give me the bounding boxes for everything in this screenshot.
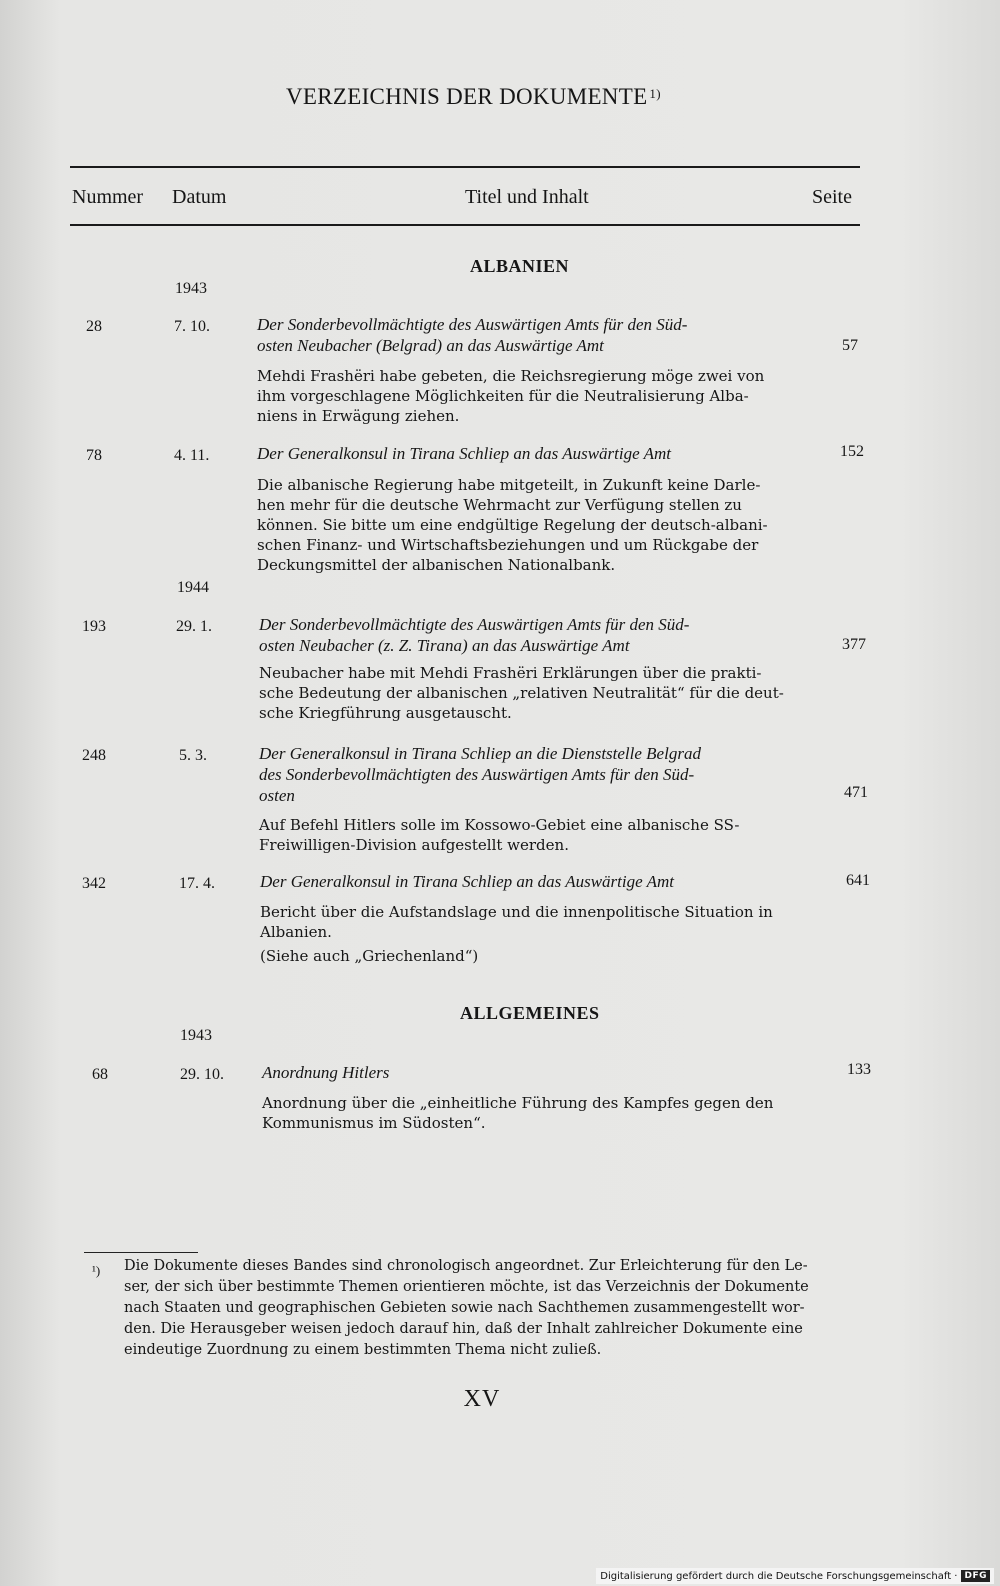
header-bottom-rule — [70, 224, 860, 226]
year-label: 1943 — [175, 280, 207, 297]
year-label: 1943 — [180, 1027, 212, 1044]
footnote-line: den. Die Herausgeber weisen jedoch darauf hin, daß der Inhalt zahlreicher Dokumente eine — [124, 1321, 803, 1337]
entry-title-line: osten Neubacher (z. Z. Tirana) an das Auswärtige Amt — [259, 636, 630, 655]
entry-summary-line: Die albanische Regierung habe mitgeteilt, in Zukunft keine Darle- — [257, 476, 761, 494]
header-title: Titel und Inhalt — [465, 186, 589, 208]
footnote-rule — [84, 1252, 198, 1253]
footnote-line: eindeutige Zuordnung zu einem bestimmten Thema nicht zuließ. — [124, 1342, 602, 1358]
entry-summary-line: Neubacher habe mit Mehdi Frashëri Erklärungen über die prakti- — [259, 664, 762, 682]
entry-page: 641 — [846, 872, 870, 889]
entry-title-line: Der Sonderbevollmächtigte des Auswärtigen Amts für den Süd- — [259, 615, 690, 634]
header-date: Datum — [172, 186, 227, 208]
entry-summary-line: ihm vorgeschlagene Möglichkeiten für die Neutralisierung Alba- — [257, 387, 749, 405]
entry-page: 133 — [847, 1061, 871, 1078]
entry-title-line: Der Sonderbevollmächtigte des Auswärtigen Amts für den Süd- — [257, 315, 688, 334]
entry-summary-line: niens in Erwägung ziehen. — [257, 407, 460, 425]
cross-reference: (Siehe auch „Griechenland“) — [260, 947, 479, 965]
entry-summary — [260, 902, 812, 966]
entry-summary-line: können. Sie bitte um eine endgültige Regelung der deutsch-albani- — [257, 516, 768, 534]
entry-title — [260, 871, 808, 892]
digitization-credit — [596, 1568, 994, 1584]
entry-summary-line: Albanien. — [260, 923, 332, 941]
entry-number: 78 — [86, 447, 102, 464]
entry-date: 29. 10. — [180, 1066, 224, 1083]
entry-page: 377 — [842, 636, 866, 653]
entry-title — [262, 1062, 810, 1083]
entry-number: 68 — [92, 1066, 108, 1083]
entry-summary-line: Anordnung über die „einheitliche Führung des Kampfes gegen den — [262, 1094, 774, 1112]
entry-title-line: Der Generalkonsul in Tirana Schliep an das Auswärtige Amt — [257, 444, 671, 463]
entry-title-line: Anordnung Hitlers — [262, 1063, 390, 1082]
entry-summary — [262, 1093, 812, 1133]
entry-number: 28 — [86, 318, 102, 335]
entry-date: 7. 10. — [174, 318, 210, 335]
entry-title — [259, 614, 807, 656]
header-page: Seite — [812, 186, 852, 208]
entry-summary — [259, 815, 807, 855]
entry-number: 248 — [82, 747, 106, 764]
entry-page: 471 — [844, 784, 868, 801]
entry-date: 29. 1. — [176, 618, 212, 635]
entry-title-line: des Sonderbevollmächtigten des Auswärtigen Amts für den Süd- — [259, 765, 695, 784]
footnote-mark: ¹) — [92, 1263, 101, 1278]
section-heading-allgemeines: ALLGEMEINES — [460, 1003, 600, 1023]
entry-summary-line: sche Kriegführung ausgetauscht. — [259, 704, 512, 722]
entry-date: 17. 4. — [179, 875, 215, 892]
entry-summary-line: Freiwilligen-Division aufgestellt werden. — [259, 836, 569, 854]
footnote-line: Die Dokumente dieses Bandes sind chronologisch angeordnet. Zur Erleichterung für den Le- — [124, 1258, 808, 1274]
entry-number: 342 — [82, 875, 106, 892]
entry-summary-line: Auf Befehl Hitlers solle im Kossowo-Gebiet eine albanische SS- — [259, 816, 740, 834]
header-top-rule — [70, 166, 860, 168]
entry-summary-line: Bericht über die Aufstandslage und die innenpolitische Situation in — [260, 903, 773, 921]
entry-page: 152 — [840, 443, 864, 460]
entry-title-line: Der Generalkonsul in Tirana Schliep an das Auswärtige Amt — [260, 872, 674, 891]
entry-title-line: Der Generalkonsul in Tirana Schliep an die Dienststelle Belgrad — [259, 744, 701, 763]
footnote-line: ser, der sich über bestimmte Themen orientieren möchte, ist das Verzeichnis der Dokumente — [124, 1279, 809, 1295]
page-title — [286, 84, 661, 110]
entry-summary-line: sche Bedeutung der albanischen „relativen Neutralität“ für die deut- — [259, 684, 784, 702]
entry-title-line: osten Neubacher (Belgrad) an das Auswärtige Amt — [257, 336, 604, 355]
entry-title — [259, 743, 807, 806]
entry-summary-line: schen Finanz- und Wirtschaftsbeziehungen und um Rückgabe der — [257, 536, 759, 554]
dfg-logo-icon: DFG — [961, 1570, 990, 1582]
entry-title — [257, 443, 805, 464]
entry-summary-line: Deckungsmittel der albanischen Nationalbank. — [257, 556, 616, 574]
entry-number: 193 — [82, 618, 106, 635]
entry-date: 4. 11. — [174, 447, 210, 464]
header-number: Nummer — [72, 186, 144, 208]
entry-summary-line: hen mehr für die deutsche Wehrmacht zur Verfügung stellen zu — [257, 496, 742, 514]
entry-summary — [257, 475, 805, 575]
entry-title — [257, 314, 805, 356]
entry-summary — [259, 663, 807, 723]
section-heading-albanien: ALBANIEN — [470, 256, 570, 276]
credit-text: Digitalisierung gefördert durch die Deutsche Forschungsgemeinschaft · — [600, 1570, 958, 1582]
title-footnote-mark: 1) — [649, 86, 661, 101]
entry-date: 5. 3. — [179, 747, 207, 764]
footnote-text — [124, 1256, 868, 1361]
page-folio: XV — [463, 1386, 501, 1412]
entry-summary — [257, 366, 805, 426]
entry-summary-line: Kommunismus im Südosten“. — [262, 1114, 486, 1132]
entry-title-line: osten — [259, 786, 295, 805]
page-title-text: VERZEICHNIS DER DOKUMENTE — [286, 84, 648, 109]
footnote-line: nach Staaten und geographischen Gebieten sowie nach Sachthemen zusammengestellt wor- — [124, 1300, 805, 1316]
year-label: 1944 — [177, 579, 209, 596]
entry-page: 57 — [842, 337, 858, 354]
entry-summary-line: Mehdi Frashëri habe gebeten, die Reichsregierung möge zwei von — [257, 367, 765, 385]
